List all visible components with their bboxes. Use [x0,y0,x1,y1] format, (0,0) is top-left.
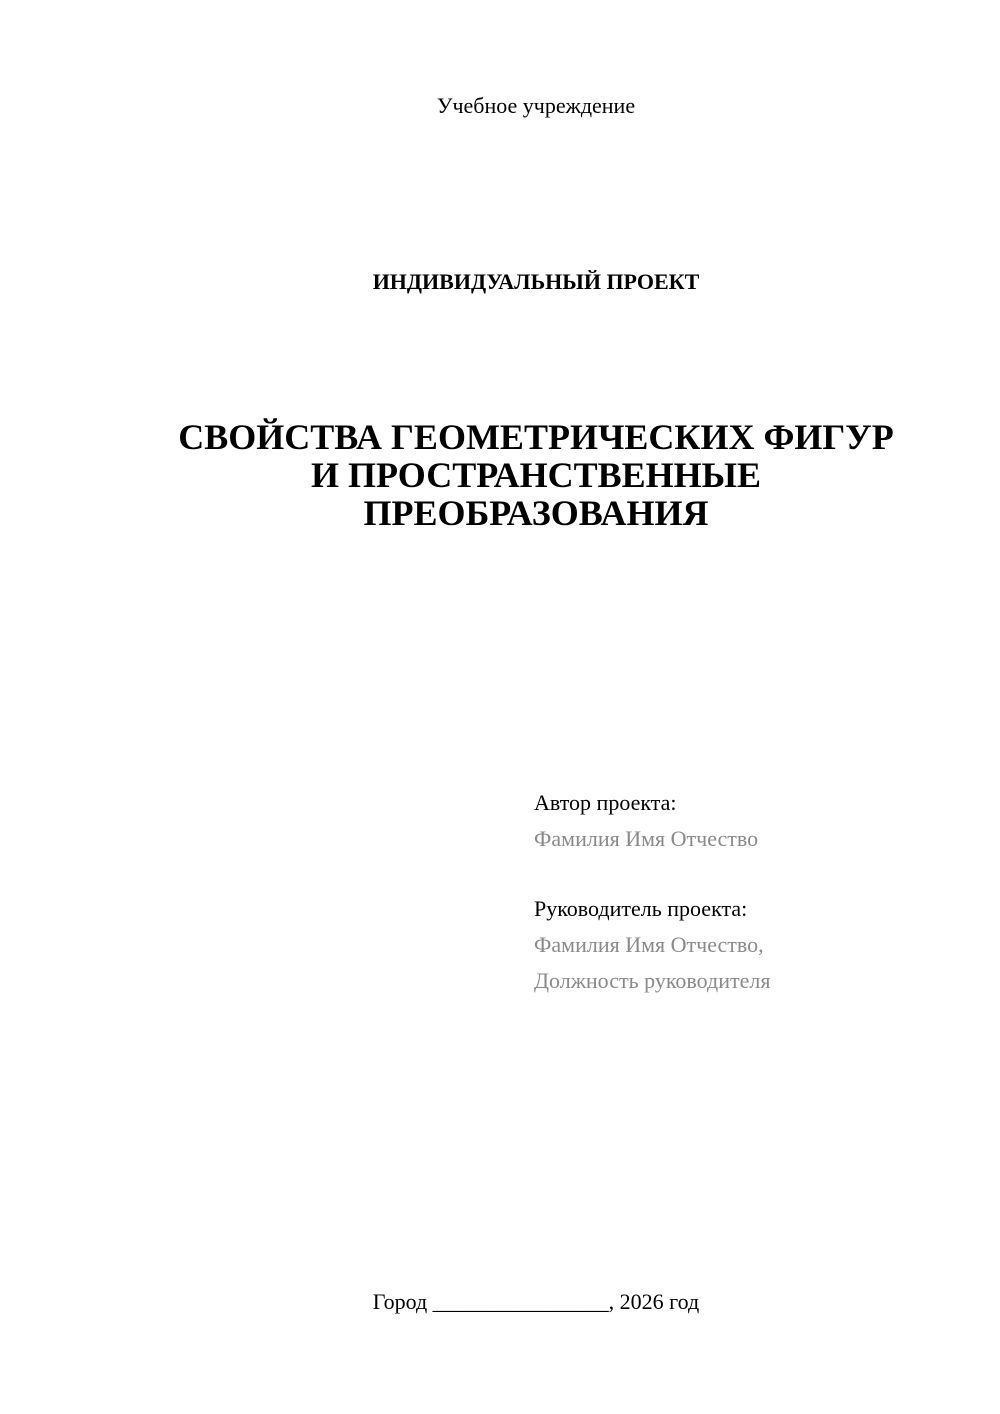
supervisor-block [534,891,974,999]
project-title-line-3: ПРЕОБРАЗОВАНИЯ [363,493,709,533]
project-title-line-1: СВОЙСТВА ГЕОМЕТРИЧЕСКИХ ФИГУР [178,417,894,457]
author-name-placeholder: Фамилия Имя Отчество [534,826,759,851]
city-year-line: Город ________________, 2026 год [372,1289,700,1314]
project-title-line-2: И ПРОСТРАНСТВЕННЫЕ [310,455,762,495]
author-block [534,785,974,857]
supervisor-name-placeholder: Фамилия Имя Отчество, [534,932,764,957]
author-label: Автор проекта: [534,790,677,815]
institution-name: Учебное учреждение [436,93,636,118]
supervisor-position-placeholder: Должность руководителя [534,968,771,993]
project-type-heading: ИНДИВИДУАЛЬНЫЙ ПРОЕКТ [372,269,700,294]
supervisor-label: Руководитель проекта: [534,896,748,921]
project-title [0,418,1000,532]
